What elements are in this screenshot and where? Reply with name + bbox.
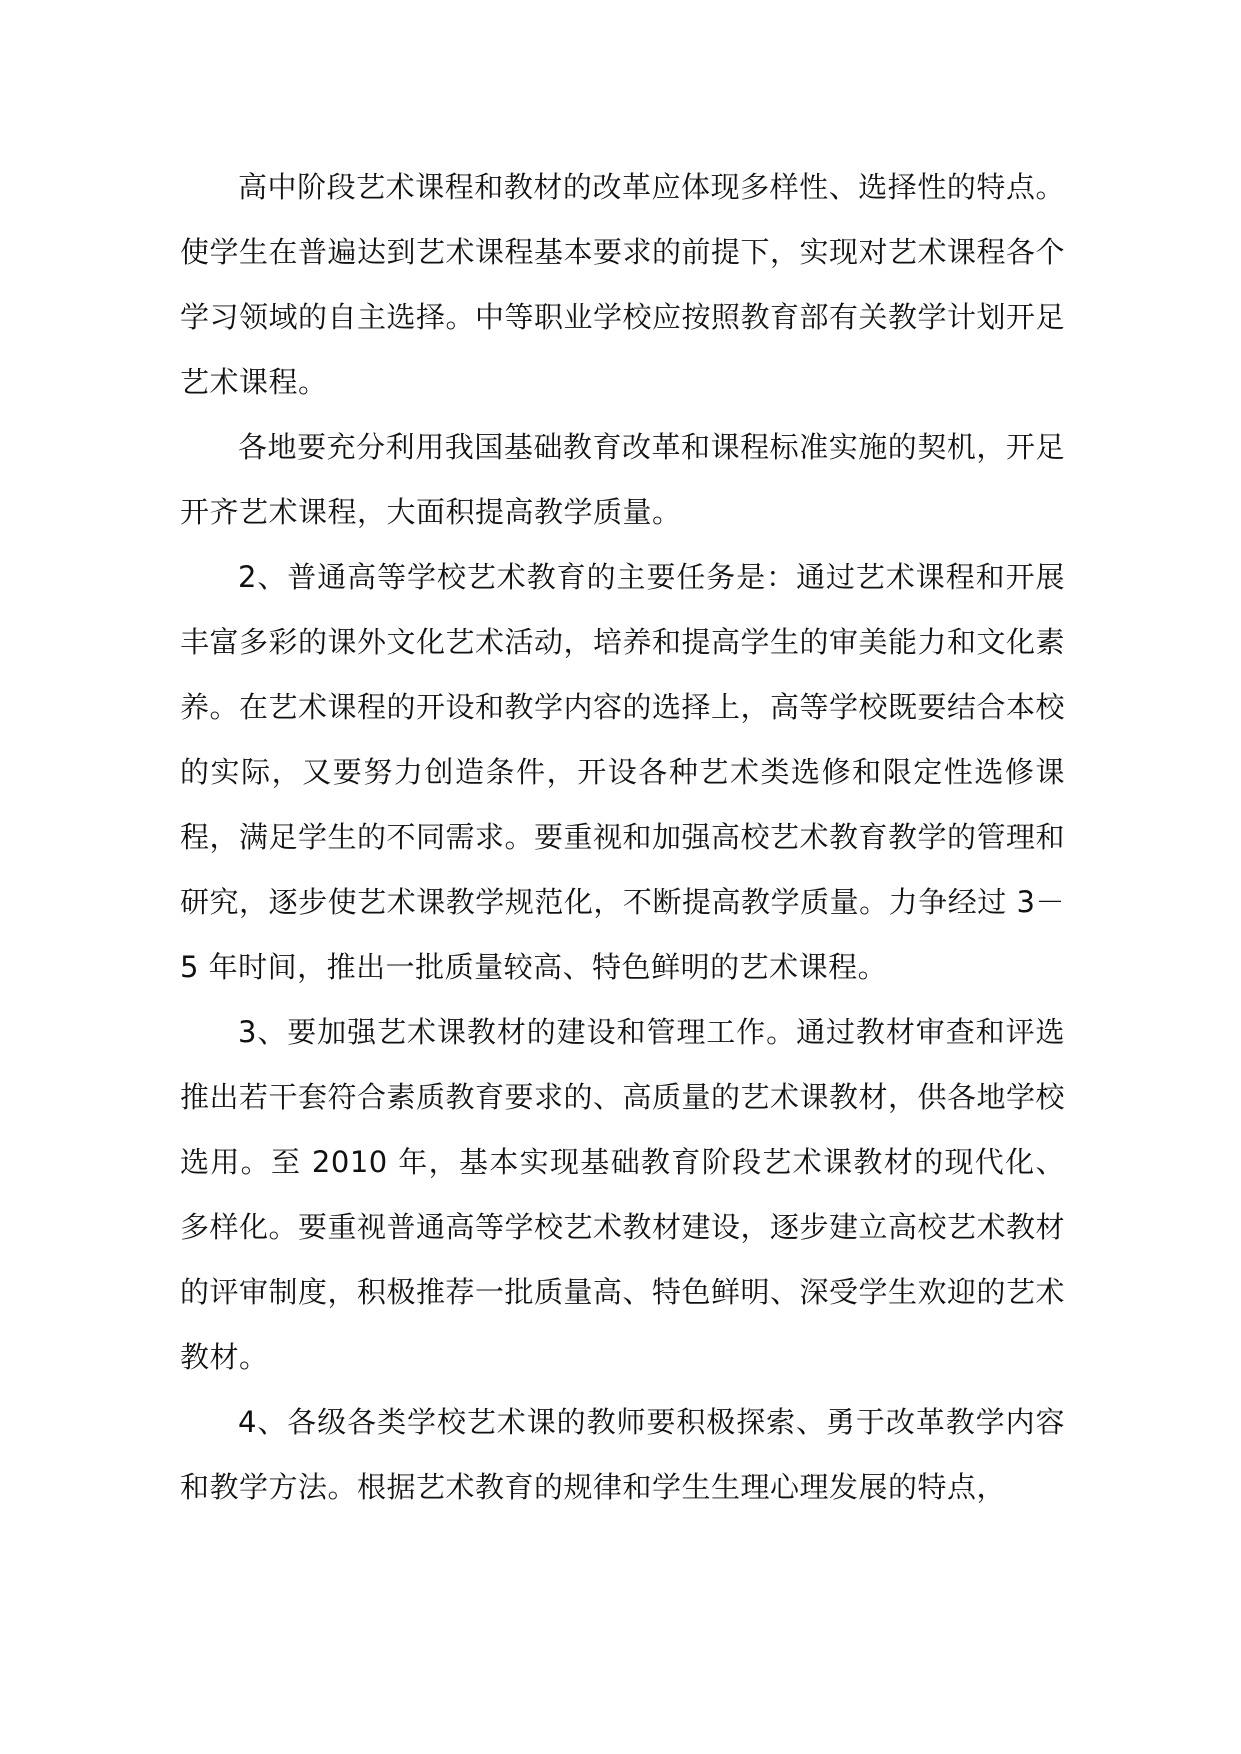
- paragraph-2: 各地要充分利用我国基础教育改革和课程标准实施的契机，开足开齐艺术课程，大面积提高教学质量。: [180, 430, 1065, 529]
- paragraph-5: 4、各级各类学校艺术课的教师要积极探索、勇于改革教学内容和教学方法。根据艺术教育的规律和学生生理心理发展的特点，: [180, 1405, 1065, 1504]
- paragraph-1: 高中阶段艺术课程和教材的改革应体现多样性、选择性的特点。使学生在普遍达到艺术课程基本要求的前提下，实现对艺术课程各个学习领域的自主选择。中等职业学校应按照教育部有关教学计划开足艺术课程。: [180, 170, 1066, 399]
- paragraph-3: 2、普通高等学校艺术教育的主要任务是：通过艺术课程和开展丰富多彩的课外文化艺术活动，培养和提高学生的审美能力和文化素养。在艺术课程的开设和教学内容的选择上，高等学校既要结合本校的实际，又要努力创造条件，开设各种艺术类选修和限定性选修课程，满足学生的不同需求。要重视和加强高校艺术教育教学的管理和研究，逐步使艺术课教学规范化，不断提高教学质量。力争经过 3－5 年时间，推出一批质量较高、特色鲜明的艺术课程。: [180, 560, 1066, 984]
- document-page: [180, 155, 1065, 1520]
- paragraph-4: 3、要加强艺术课教材的建设和管理工作。通过教材审查和评选推出若干套符合素质教育要求的、高质量的艺术课教材，供各地学校选用。至 2010 年，基本实现基础教育阶段艺术课教材的现代化、多样化。要重视普通高等学校艺术教材建设，逐步建立高校艺术教材的评审制度，积极推荐一批质量高、特色鲜明、深受学生欢迎的艺术教材。: [180, 1015, 1066, 1374]
